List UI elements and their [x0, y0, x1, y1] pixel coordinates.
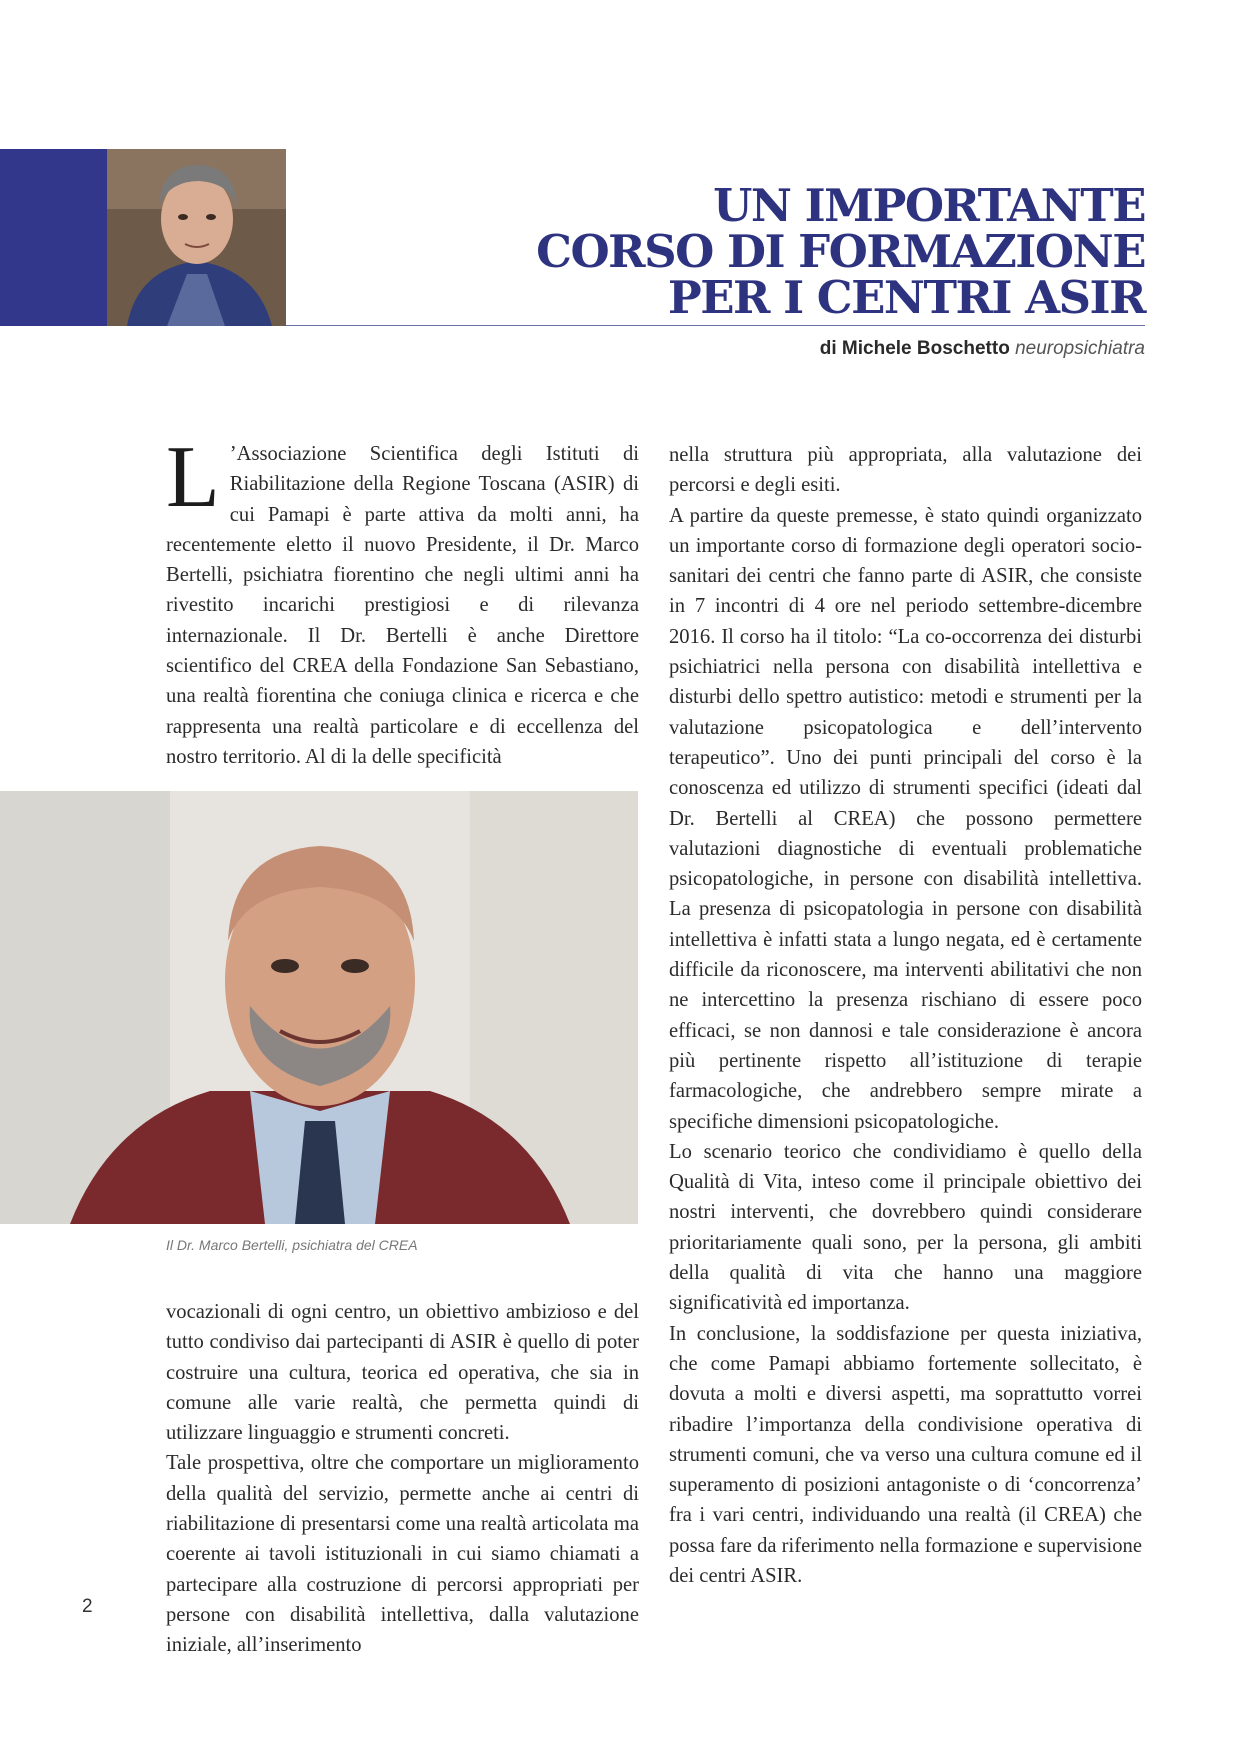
drop-cap: L: [166, 429, 220, 526]
article-column-right: [669, 440, 1142, 1591]
article-column-left-top: [166, 429, 639, 772]
byline-author: di Michele Boschetto: [819, 338, 1010, 359]
title-line: CORSO DI FORMAZIONE: [536, 225, 1145, 278]
article-paragraph: [166, 429, 639, 772]
title-divider: [286, 325, 1145, 326]
article-paragraph: Lo scenario teorico che condividiamo è quello della Qualità di Vita, inteso come il principale obiettivo dei nostri interventi, che dovrebbero quindi considerare prioritariamente quali sono, per la persona, gli ambiti della qualità di vita che hanno una maggiore significatività ed importanza.: [669, 1140, 1142, 1315]
article-paragraph: nella struttura più appropriata, alla valutazione dei percorsi e degli esiti.: [669, 444, 1142, 497]
byline-role: neuropsichiatra: [1015, 338, 1145, 359]
article-paragraph: vocazionali di ogni centro, un obiettivo ambizioso e del tutto condiviso dai partecipanti di ASIR è quello di poter costruire una cultura, teorica ed operativa, che sia in comune alle varie realtà, che permetta quindi di utilizzare linguaggio e strumenti concreti.: [166, 1301, 639, 1445]
paragraph-text: ’Associazione Scientifica degli Istituti di Riabilitazione della Regione Toscana (ASIR) di cui Pamapi è parte attiva da molti anni, ha recentemente eletto il nuovo Presidente, il Dr. Marco Bertelli, psichiatra fiorentino che negli ultimi anni ha rivestito incarichi prestigiosi e di rilevanza internazionale. Il Dr. Bertelli è anche Direttore scientifico del CREA della Fondazione San Sebastiano, una realtà fiorentina che coniuga clinica e ricerca e che rappresenta una realtà particolare e di eccellenza del nostro territorio. Al di la delle specificità: [166, 443, 639, 768]
article-paragraph: Tale prospettiva, oltre che comportare un miglioramento della qualità del servizio, permette anche ai centri di riabilitazione di presentarsi come una realtà articolata ma coerente ai tavoli istituzionali in cui siamo chiamati a partecipare alla costruzione di percorsi appropriati per persone con disabilità intellettiva, dalla valutazione iniziale, all’inserimento: [166, 1452, 639, 1657]
article-column-left-bottom: [166, 1297, 639, 1661]
article-paragraph: In conclusione, la soddisfazione per questa iniziativa, che come Pamapi abbiamo fortemente sollecitato, è dovuta a molti e diversi aspetti, ma soprattutto vorrei ribadire l’importanza della condivisione operativa di strumenti comuni, che va verso una cultura comune ed il superamento di posizioni antagoniste o di ‘concorrenza’ fra i vari centri, individuando una realtà (il CREA) che possa fare da riferimento nella formazione e supervisione dei centri ASIR.: [669, 1322, 1142, 1587]
article-photo: [0, 791, 638, 1224]
author-portrait: [107, 149, 286, 326]
article-paragraph: A partire da queste premesse, è stato quindi organizzato un importante corso di formazione degli operatori socio-sanitari dei centri che fanno parte di ASIR, che consiste in 7 incontri di 4 ore nel periodo settembre-dicembre 2016. Il corso ha il titolo: “La co-occorrenza dei disturbi psichiatrici nella persona con disabilità intellettiva e disturbi dello spettro autistico: metodi e strumenti per la valutazione psicopatologica e dell’intervento terapeutico”. Uno dei punti principali del corso è la conoscenza ed utilizzo di strumenti specifici (ideati dal Dr. Bertelli al CREA) che possono permettere valutazioni diagnostiche di eventuali problematiche psicopatologiche, in persone con disabilità intellettiva. La presenza di psicopatologia in persone con disabilità intellettiva è infatti stata a lungo negata, ed è certamente difficile da riconoscere, ma interventi abilitativi che non ne intercettino la presenza rischiano di essere poco efficaci, se non dannosi e tale considerazione è ancora più pertinente rispetto all’istituzione di terapie farmacologiche, che andrebbero sempre mirate a specifiche dimensioni psicopatologiche.: [669, 504, 1142, 1133]
byline: [820, 338, 1145, 360]
title-line: PER I CENTRI ASIR: [667, 271, 1145, 324]
article-title: [536, 179, 1145, 324]
page-number: 2: [82, 1596, 93, 1617]
title-line: UN IMPORTANTE: [713, 179, 1145, 232]
photo-caption: Il Dr. Marco Bertelli, psichiatra del CREA: [166, 1237, 418, 1253]
